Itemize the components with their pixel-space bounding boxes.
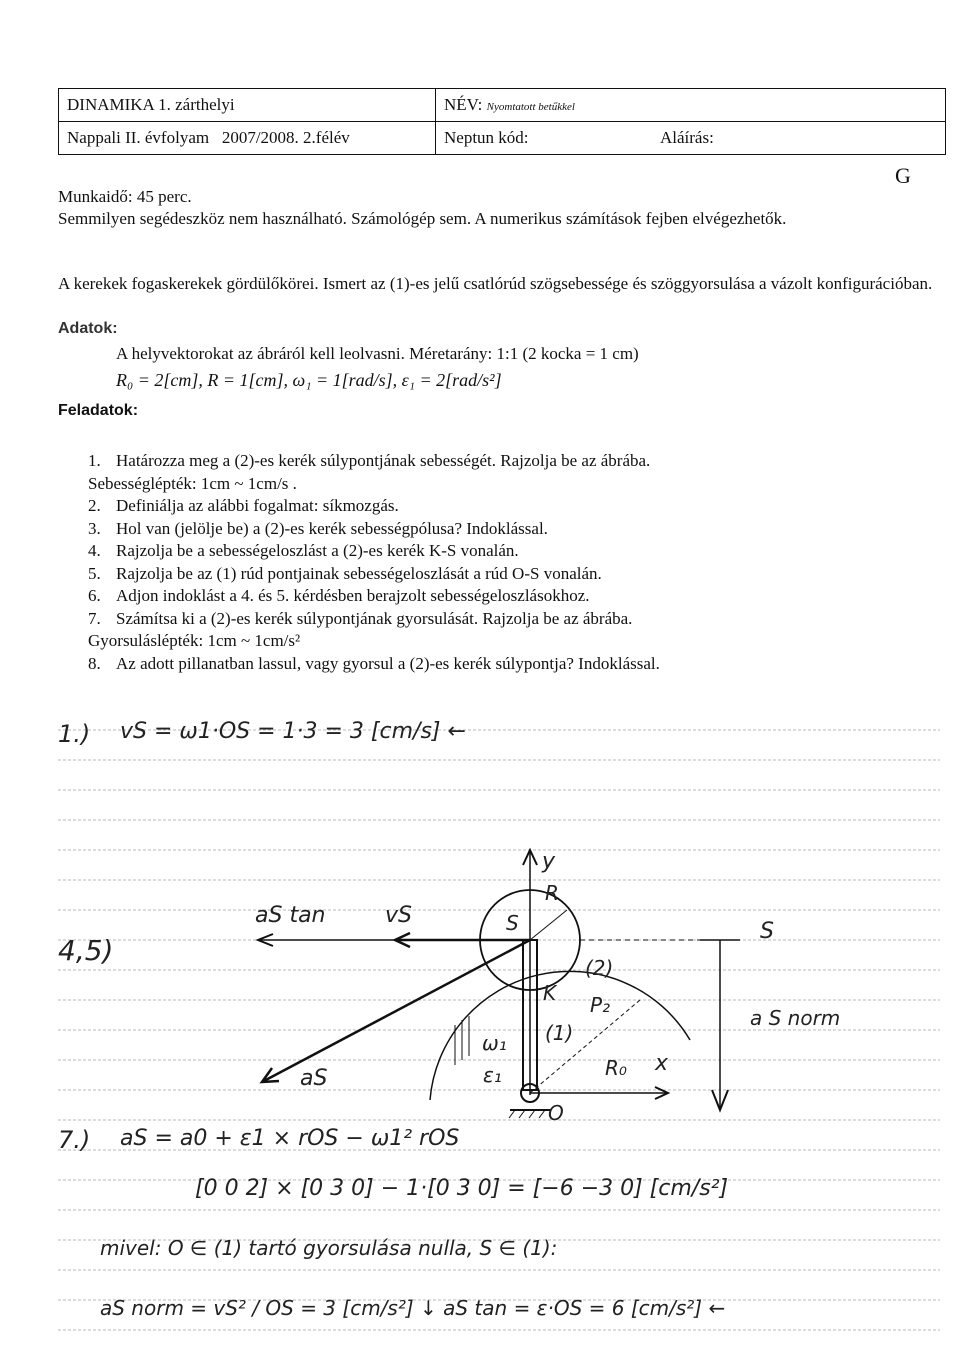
list-item: 6. Adjon indoklást a 4. és 5. kérdésben berajzolt sebességeloszlásokhoz. [88, 586, 590, 605]
work-time: Munkaidő: 45 perc. [58, 187, 192, 206]
answer7-note: mivel: O ∈ (1) tartó gyorsulása nulla, S ∈ (1): [100, 1236, 558, 1260]
label-right-s: S [760, 919, 774, 944]
answer1-label: 1.) [58, 720, 91, 748]
neptun-label: Neptun kód: [436, 122, 653, 155]
adatok-values: R₀ = 2[cm], R = 1[cm], ω₁ = 1[rad/s], ε₁ = 2[rad/s²] [116, 370, 502, 390]
problem-statement: A kerekek fogaskerekek gördülőkörei. Ismert az (1)-es jelű csatlórúd szögsebessége és szöggyorsulása a vázolt konfigurációban. [58, 274, 933, 293]
label-as-tan: aS tan [255, 903, 326, 928]
signature-label: Aláírás: [652, 122, 946, 155]
label-omega1: ω₁ [482, 1031, 507, 1055]
list-item-sub: Gyorsuláslépték: 1cm ~ 1cm/s² [88, 631, 301, 650]
label-wheel2: (2) [585, 956, 614, 980]
list-item: 4. Rajzolja be a sebességeloszlást a (2)-es kerék K-S vonalán. [88, 541, 519, 560]
name-label: NÉV: [444, 95, 483, 114]
answer7-final: aS norm = vS² / OS = 3 [cm/s²] ↓ aS tan = ε·OS = 6 [cm/s²] ← [100, 1296, 726, 1320]
name-value: Nyomtatott betűkkel [486, 101, 575, 113]
label-as-norm: a S norm [750, 1006, 841, 1030]
list-item: 8. Az adott pillanatban lassul, vagy gyorsul a (2)-es kerék súlypontja? Indoklással. [88, 653, 660, 673]
label-rod1: (1) [545, 1021, 574, 1045]
label-eps1: ε₁ [483, 1063, 502, 1087]
answer7-label: 7.) [58, 1126, 91, 1154]
answer1-text: vS = ω1·OS = 1·3 = 3 [cm/s] ← [120, 719, 466, 744]
label-r: R [545, 881, 559, 905]
course-title: DINAMIKA 1. zárthelyi [59, 89, 436, 122]
intro [58, 186, 786, 230]
label-s: S [506, 911, 519, 935]
r-radius [530, 910, 567, 940]
task-list [88, 450, 660, 675]
adatok-line1: A helyvektorokat az ábráról kell leolvasni. Méretarány: 1:1 (2 kocka = 1 cm) [116, 344, 639, 363]
list-item: 7. Számítsa ki a (2)-es kerék súlypontjának gyorsulását. Rajzolja be az ábrába. [88, 608, 633, 628]
diagram-labels [255, 849, 840, 1125]
list-item: 3. Hol van (jelölje be) a (2)-es kerék sebességpólusa? Indoklással. [88, 518, 548, 538]
list-item-sub: Sebességlépték: 1cm ~ 1cm/s . [88, 473, 297, 493]
name-cell [436, 89, 946, 122]
label-x: x [655, 1051, 669, 1076]
label-as: aS [300, 1066, 328, 1091]
list-item: 5. Rajzolja be az (1) rúd pontjainak sebességeloszlását a rúd O-S vonalán. [88, 563, 602, 583]
label-vs: vS [385, 903, 412, 928]
accel-vector [262, 940, 530, 1082]
adatok-title: Adatok: [58, 320, 118, 337]
feladatok-title: Feladatok: [58, 402, 139, 419]
list-item: 1. Határozza meg a (2)-es kerék súlypontjának sebességét. Rajzolja be az ábrába. [88, 451, 651, 470]
answer7-matrix: [0 0 2] × [0 3 0] − 1·[0 3 0] = [−6 −3 0] [cm/s²] [195, 1176, 729, 1201]
answer7-line1: aS = a0 + ε1 × rOS − ω1² rOS [120, 1126, 460, 1151]
label-origin: O [548, 1101, 564, 1125]
header-table [58, 88, 946, 155]
answer-sheet [0, 690, 960, 1356]
label-r0: R₀ [605, 1056, 627, 1080]
answer45-label: 4,5) [58, 934, 114, 967]
rules-text: Semmilyen segédeszköz nem használható. Számológép sem. A numerikus számítások fejben elvégezhetők. [58, 209, 787, 228]
semester-cell: Nappali II. évfolyam 2007/2008. 2.félév [59, 122, 436, 155]
label-p2: P₂ [590, 993, 611, 1017]
label-k: K [543, 981, 557, 1005]
label-y: y [542, 849, 556, 874]
list-item: 2. Definiálja az alábbi fogalmat: síkmozgás. [88, 496, 399, 515]
grade-letter: G [895, 163, 911, 188]
